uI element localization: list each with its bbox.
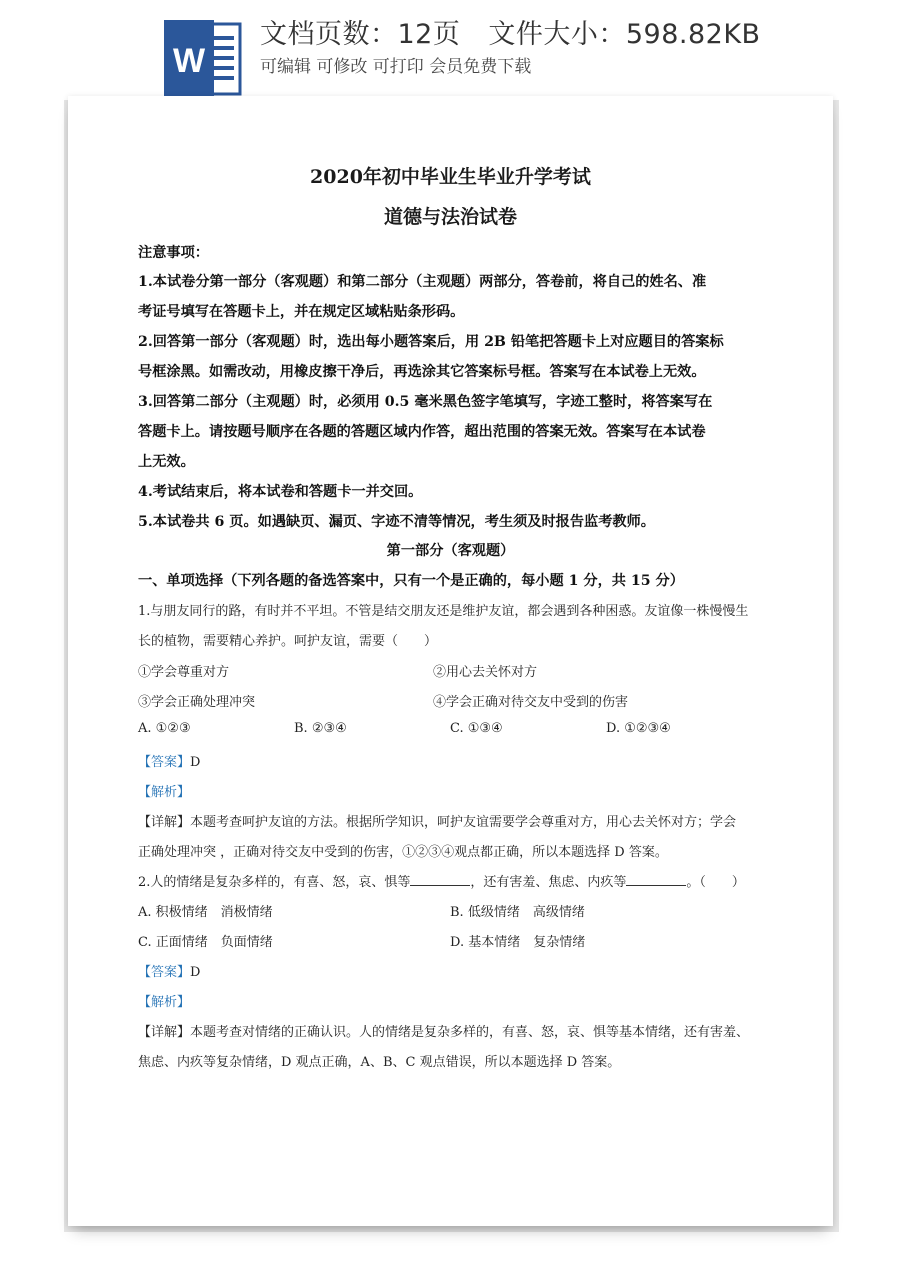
notice-line: 5.本试卷共 6 页。如遇缺页、漏页、字迹不清等情况，考生须及时报告监考教师。	[138, 514, 655, 530]
question-stem: 2.人的情绪是复杂多样的，有喜、怒，哀、惧等 ，还有害羞、焦虑、内疚等 。（ ）	[138, 875, 745, 890]
option-a: A. 积极情绪 消极情绪	[138, 905, 273, 920]
file-size: 文件大小：598.82KB	[488, 19, 761, 50]
option-a: A. ①②③	[138, 721, 191, 736]
detail-text: 【详解】本题考查呵护友谊的方法。根据所学知识，呵护友谊需要学会尊重对方，用心去关怀对方；学会	[138, 815, 737, 830]
option-d: D. ①②③④	[606, 721, 671, 736]
statement: ②用心去关怀对方	[433, 665, 538, 680]
answer-blank	[626, 875, 686, 886]
statement: ③学会正确处理冲突	[138, 695, 256, 710]
detail-text: 焦虑、内疚等复杂情绪，D 观点正确，A、B、C 观点错误，所以本题选择 D 答案。	[138, 1055, 621, 1070]
answer-value: D	[190, 965, 201, 980]
statement: ④学会正确对待交友中受到的伤害	[433, 695, 629, 710]
notice-line: 号框涂黑。如需改动，用橡皮擦干净后，再选涂其它答案标号框。答案写在本试卷上无效。	[138, 364, 706, 380]
answer-line	[138, 961, 200, 980]
option-c: C. 正面情绪 负面情绪	[138, 935, 273, 950]
option-c: C. ①③④	[450, 721, 503, 736]
notice-line: 4.考试结束后，将本试卷和答题卡一并交回。	[138, 484, 423, 500]
detail-text: 正确处理冲突 ，正确对待交友中受到的伤害，①②③④观点都正确，所以本题选择 D 答案。	[138, 845, 668, 860]
banner-features: 可编辑 可修改 可打印 会员免费下载	[260, 57, 532, 77]
notice-line: 1.本试卷分第一部分（客观题）和第二部分（主观题）两部分，答卷前，将自己的姓名、准	[138, 274, 707, 290]
document-subtitle: 道德与法治试卷	[383, 206, 517, 228]
analysis-tag: 【解析】	[138, 785, 191, 800]
question-stem: 长的植物，需要精心养护。呵护友谊，需要（ ）	[138, 634, 438, 649]
notice-line: 答题卡上。请按题号顺序在各题的答题区域内作答，超出范围的答案无效。答案写在本试卷	[138, 424, 706, 440]
detail-text: 【详解】本题考查对情绪的正确认识。人的情绪是复杂多样的，有喜、怒，哀、惧等基本情绪，还有害羞、	[138, 1025, 750, 1040]
word-document-icon	[164, 20, 244, 98]
document-title: 2020年初中毕业生毕业升学考试	[310, 166, 591, 188]
page-count: 文档页数：12页	[260, 19, 461, 50]
banner-title	[260, 18, 761, 52]
option-b: B. 低级情绪 高级情绪	[450, 905, 585, 920]
notice-line: 考证号填写在答题卡上，并在规定区域粘贴条形码。	[138, 304, 465, 320]
section-heading: 一、单项选择（下列各题的备选答案中，只有一个是正确的，每小题 1 分，共 15 分）	[138, 573, 684, 589]
analysis-tag: 【解析】	[138, 995, 191, 1010]
statement: ①学会尊重对方	[138, 665, 230, 680]
document-page	[68, 96, 833, 1226]
answer-line	[138, 751, 200, 770]
notice-heading: 注意事项：	[138, 245, 209, 261]
answer-tag: 【答案】	[138, 755, 191, 770]
option-d: D. 基本情绪 复杂情绪	[450, 935, 586, 950]
notice-line: 3.回答第二部分（主观题）时，必须用 0.5 毫米黑色签字笔填写，字迹工整时，将答案写在	[138, 394, 713, 410]
option-b: B. ②③④	[294, 721, 347, 736]
svg-text:W: W	[172, 42, 206, 80]
part-heading: 第一部分（客观题）	[386, 543, 515, 559]
notice-line: 上无效。	[138, 454, 195, 470]
notice-line: 2.回答第一部分（客观题）时，选出每小题答案后，用 2B 铅笔把答题卡上对应题目的答案标	[138, 334, 724, 350]
answer-value: D	[190, 755, 201, 770]
answer-blank	[410, 875, 470, 886]
download-banner	[0, 0, 900, 100]
question-stem: 1.与朋友同行的路，有时并不平坦。不管是结交朋友还是维护友谊，都会遇到各种困惑。友谊像一株慢慢生	[138, 604, 749, 619]
answer-tag: 【答案】	[138, 965, 191, 980]
